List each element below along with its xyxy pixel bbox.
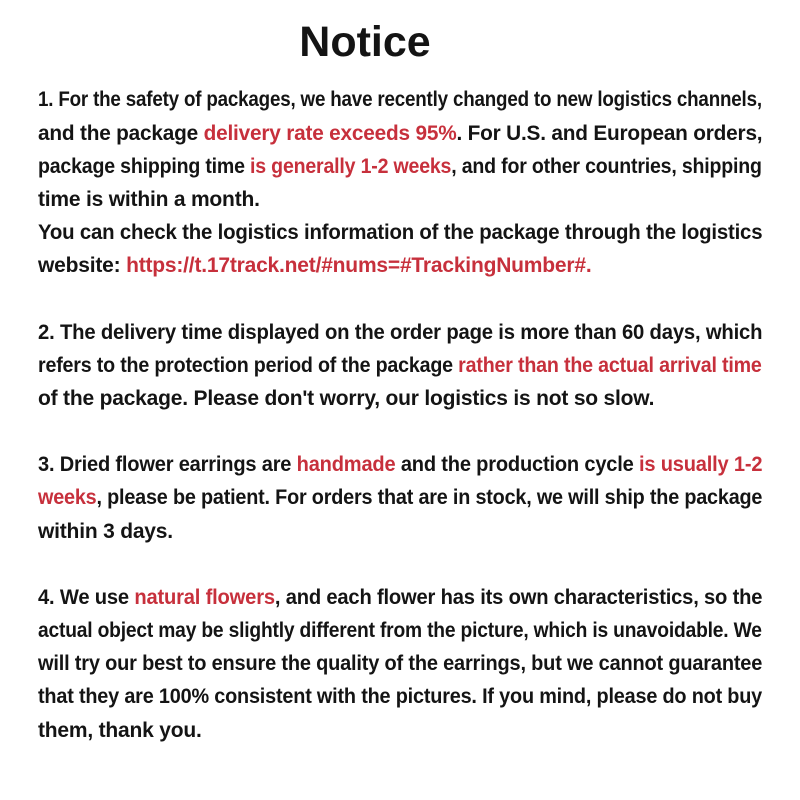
text-segment: actual object may be slightly different from the picture, which is unavoidable. We [38, 619, 762, 643]
text-segment: that they are 100% consistent with the pictures. If you mind, please do not buy [38, 685, 763, 709]
text-segment: 3. Dried flower earrings are [38, 453, 297, 477]
highlighted-text: weeks [38, 486, 97, 510]
text-segment: You can check the logistics information of the package through the logistics [38, 221, 763, 245]
text-line [38, 382, 762, 415]
text-segment: , please be patient. For orders that are in stock, we will ship the package [96, 486, 763, 510]
text-line [38, 515, 762, 548]
page-title: Notice [299, 18, 431, 66]
text-segment: time is within a month. [38, 188, 260, 212]
text-segment: and the production cycle [395, 453, 639, 477]
text-line [38, 316, 763, 349]
text-segment: them, thank you. [38, 718, 202, 742]
text-line [38, 183, 762, 216]
text-line [38, 647, 763, 680]
tracking-url: https://t.17track.net/#nums=#TrackingNumber#. [126, 254, 592, 278]
text-line [38, 83, 762, 116]
text-line [38, 448, 763, 481]
text-line [38, 349, 762, 382]
text-line [38, 117, 763, 150]
para-delivery-time [38, 316, 762, 416]
para-handmade-production [38, 448, 762, 548]
text-segment: 4. We use [38, 585, 135, 609]
highlighted-text: handmade [296, 453, 396, 477]
text-line [38, 714, 762, 747]
text-line [38, 680, 763, 713]
text-line [38, 581, 763, 614]
highlighted-text: is generally 1-2 weeks [250, 154, 452, 178]
text-line [38, 614, 762, 647]
text-line [38, 481, 763, 514]
highlighted-text: rather than the actual arrival time [458, 353, 762, 377]
text-segment: , and each flower has its own characteristics, so the [274, 585, 763, 609]
text-segment: will try our best to ensure the quality of the earrings, but we cannot guarantee [38, 652, 763, 676]
text-segment: website: [38, 254, 127, 278]
text-segment: , and for other countries, shipping [451, 154, 762, 178]
text-line [38, 216, 763, 249]
highlighted-text: is usually 1-2 [638, 453, 763, 477]
text-segment: refers to the protection period of the package [38, 353, 459, 377]
para-natural-flowers [38, 581, 762, 747]
text-segment: within 3 days. [38, 519, 173, 543]
text-segment: 2. The delivery time displayed on the order page is more than 60 days, which [38, 320, 763, 344]
para-logistics-channels [38, 83, 762, 282]
highlighted-text: delivery rate exceeds 95% [203, 121, 457, 145]
text-segment: . For U.S. and European orders, [456, 121, 763, 145]
text-segment: package shipping time [38, 154, 251, 178]
highlighted-text: natural flowers [134, 585, 275, 609]
text-segment: of the package. Please don't worry, our logistics is not so slow. [38, 387, 655, 411]
text-line [38, 150, 762, 183]
text-segment: 1. For the safety of packages, we have recently changed to new logistics channels, [38, 88, 762, 112]
text-line [38, 249, 762, 282]
notice-body [38, 83, 762, 746]
text-segment: and the package [38, 121, 204, 145]
